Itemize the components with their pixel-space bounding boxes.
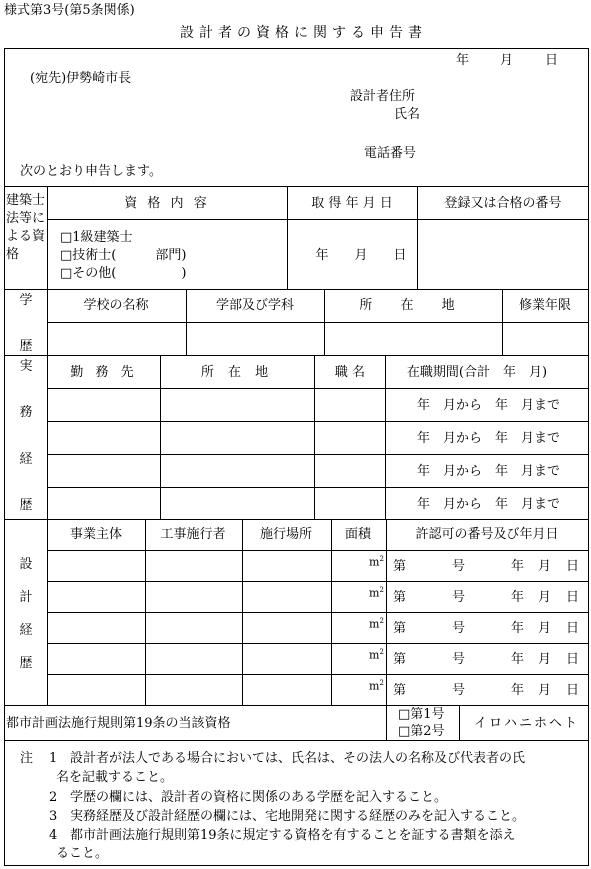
rule	[47, 421, 589, 422]
qualification-option-3[interactable]: □その他( )	[60, 266, 187, 281]
rule	[287, 186, 288, 289]
design-row-permit-go: 号	[452, 621, 466, 636]
note-line-continued: 名を記載すること。	[56, 770, 174, 785]
date-day: 日	[545, 53, 559, 68]
page-title: 設計者の資格に関する申告書	[180, 25, 427, 41]
work-side-char: 経	[19, 451, 33, 467]
declaration-text: 次のとおり申告します。	[20, 164, 162, 179]
work-col-title: 職 名	[334, 365, 366, 380]
rule	[145, 519, 146, 705]
work-side-char: 実	[19, 359, 33, 374]
education-col-years: 修業年限	[518, 298, 572, 313]
rule	[47, 581, 589, 582]
note-line-continued: ること。	[56, 846, 109, 861]
rule	[47, 388, 589, 389]
design-row-permit-day: 日	[566, 652, 580, 667]
work-side-char: 歴	[19, 497, 33, 513]
design-row-area-unit: $m^2$	[369, 679, 384, 693]
qualification-col-date: 取 得 年 月 日	[311, 196, 393, 211]
rule	[502, 289, 503, 355]
note-number: 2	[49, 790, 58, 805]
design-row-area-unit: $m^2$	[369, 617, 384, 631]
design-row-permit-day: 日	[566, 590, 580, 605]
design-row-permit-day: 日	[566, 683, 580, 698]
work-side-char: 務	[19, 405, 33, 421]
rule	[331, 519, 332, 705]
work-row-period: 年 月から 年 月まで	[417, 398, 561, 413]
design-row-permit-month: 月	[538, 652, 552, 667]
design-row-permit-no: 第	[393, 590, 407, 605]
rule	[47, 550, 589, 551]
rule	[386, 705, 387, 740]
education-col-school: 学校の名称	[83, 298, 149, 313]
design-row-permit-day: 日	[566, 621, 580, 636]
design-col-area: 面積	[344, 527, 372, 542]
designer-name-label: 氏名	[394, 107, 421, 122]
rule	[186, 289, 187, 355]
rule	[4, 519, 589, 520]
design-row-area-sup: 2	[379, 648, 384, 656]
design-row-area-sup: 2	[379, 679, 384, 687]
design-row-permit-no: 第	[393, 559, 407, 574]
phone-label: 電話番号	[364, 146, 417, 161]
work-side-label	[14, 355, 38, 513]
design-row-area-unit: $m^2$	[369, 648, 384, 662]
design-row-permit-go: 号	[452, 652, 466, 667]
rule	[47, 322, 589, 323]
addressee: (宛先)伊勢崎市長	[30, 71, 132, 86]
education-side-label-2: 歴	[19, 339, 33, 354]
rule	[47, 643, 589, 644]
designer-address-label: 設計者住所	[350, 89, 416, 104]
design-row-permit-no: 第	[393, 652, 407, 667]
design-row-permit-year: 年	[511, 559, 525, 574]
design-row-permit-no: 第	[393, 621, 407, 636]
design-row-permit-month: 月	[538, 683, 552, 698]
date-year: 年	[456, 53, 470, 68]
design-row-area-sup: 2	[379, 555, 384, 563]
work-col-location: 所 在 地	[200, 365, 274, 380]
design-row-area-unit: $m^2$	[369, 586, 384, 600]
rule	[417, 186, 418, 289]
work-col-employer: 勤 務 先	[70, 365, 138, 380]
design-row-permit-no: 第	[393, 683, 407, 698]
rule	[4, 186, 589, 187]
design-row-permit-month: 月	[538, 559, 552, 574]
design-row-area-sup: 2	[379, 586, 384, 594]
design-row-permit-year: 年	[511, 621, 525, 636]
rule	[47, 219, 589, 220]
rule	[324, 289, 325, 355]
urban-option-2[interactable]: □第2号	[398, 724, 445, 739]
design-row-permit-day: 日	[566, 559, 580, 574]
note-line: 実務経歴及び設計経歴の欄には、宅地開発に関する経歴のみを記入すること。	[70, 809, 526, 824]
design-col-owner: 事業主体	[69, 527, 123, 542]
qualification-col-number: 登録又は合格の番号	[444, 196, 562, 211]
design-row-permit-go: 号	[452, 590, 466, 605]
urban-label: 都市計画法施行規則第19条の当該資格	[6, 716, 231, 731]
rule	[47, 487, 589, 488]
design-row-area-sup: 2	[379, 617, 384, 625]
design-side-char: 計	[19, 590, 33, 605]
rule	[4, 705, 589, 706]
design-side-char: 歴	[19, 656, 33, 671]
qualification-option-1[interactable]: □1級建築士	[60, 230, 133, 245]
design-side-char: 経	[19, 623, 33, 638]
design-row-permit-go: 号	[452, 683, 466, 698]
qualification-date-template: 年 月 日	[315, 248, 407, 263]
qualification-side-label: 建築士法等による資格	[6, 193, 46, 262]
rule	[314, 355, 315, 519]
note-line: 都市計画法施行規則第19条に規定する資格を有することを証する書類を添え	[70, 828, 516, 843]
rule	[4, 740, 589, 741]
design-row-permit-year: 年	[511, 683, 525, 698]
urban-option-1[interactable]: □第1号	[398, 707, 445, 722]
design-col-contractor: 工事施行者	[160, 527, 226, 542]
qualification-option-2[interactable]: □技術士( 部門)	[60, 248, 187, 263]
rule	[386, 519, 387, 705]
rule	[459, 705, 460, 740]
urban-letters: イロハニホヘト	[474, 716, 580, 731]
date-month: 月	[500, 53, 514, 68]
work-row-period: 年 月から 年 月まで	[417, 431, 561, 446]
rule	[242, 519, 243, 705]
design-row-permit-month: 月	[538, 590, 552, 605]
design-row-permit-year: 年	[511, 652, 525, 667]
notes-lead: 注	[20, 751, 34, 766]
design-col-permit: 許認可の番号及び年月日	[415, 527, 559, 542]
rule	[160, 355, 161, 519]
rule	[385, 355, 386, 519]
design-side-label	[14, 553, 38, 671]
education-side-label: 学	[19, 293, 33, 308]
work-row-period: 年 月から 年 月まで	[417, 464, 561, 479]
design-row-permit-go: 号	[452, 559, 466, 574]
qualification-col-content: 資 格 内 容	[124, 196, 210, 211]
design-row-permit-month: 月	[538, 621, 552, 636]
rule	[47, 674, 589, 675]
note-number: 4	[49, 828, 58, 843]
note-number: 3	[49, 809, 58, 824]
education-col-faculty: 学部及び学科	[215, 298, 295, 313]
work-row-period: 年 月から 年 月まで	[417, 497, 561, 512]
education-col-location: 所 在 地	[359, 298, 467, 313]
design-row-permit-year: 年	[511, 590, 525, 605]
rule	[47, 186, 48, 705]
design-side-char: 設	[19, 557, 33, 572]
rule	[47, 612, 589, 613]
form-number: 様式第3号(第5条関係)	[4, 3, 135, 18]
work-col-period: 在職期間(合計 年 月)	[406, 365, 548, 380]
design-row-area-unit: $m^2$	[369, 555, 384, 569]
design-col-site: 施行場所	[259, 527, 313, 542]
rule	[4, 355, 589, 356]
note-number: 1	[49, 751, 58, 766]
note-line: 学歴の欄には、設計者の資格に関係のある学歴を記入すること。	[70, 790, 448, 805]
rule	[47, 454, 589, 455]
note-line: 設計者が法人である場合においては、氏名は、その法人の名称及び代表者の氏	[70, 751, 526, 766]
